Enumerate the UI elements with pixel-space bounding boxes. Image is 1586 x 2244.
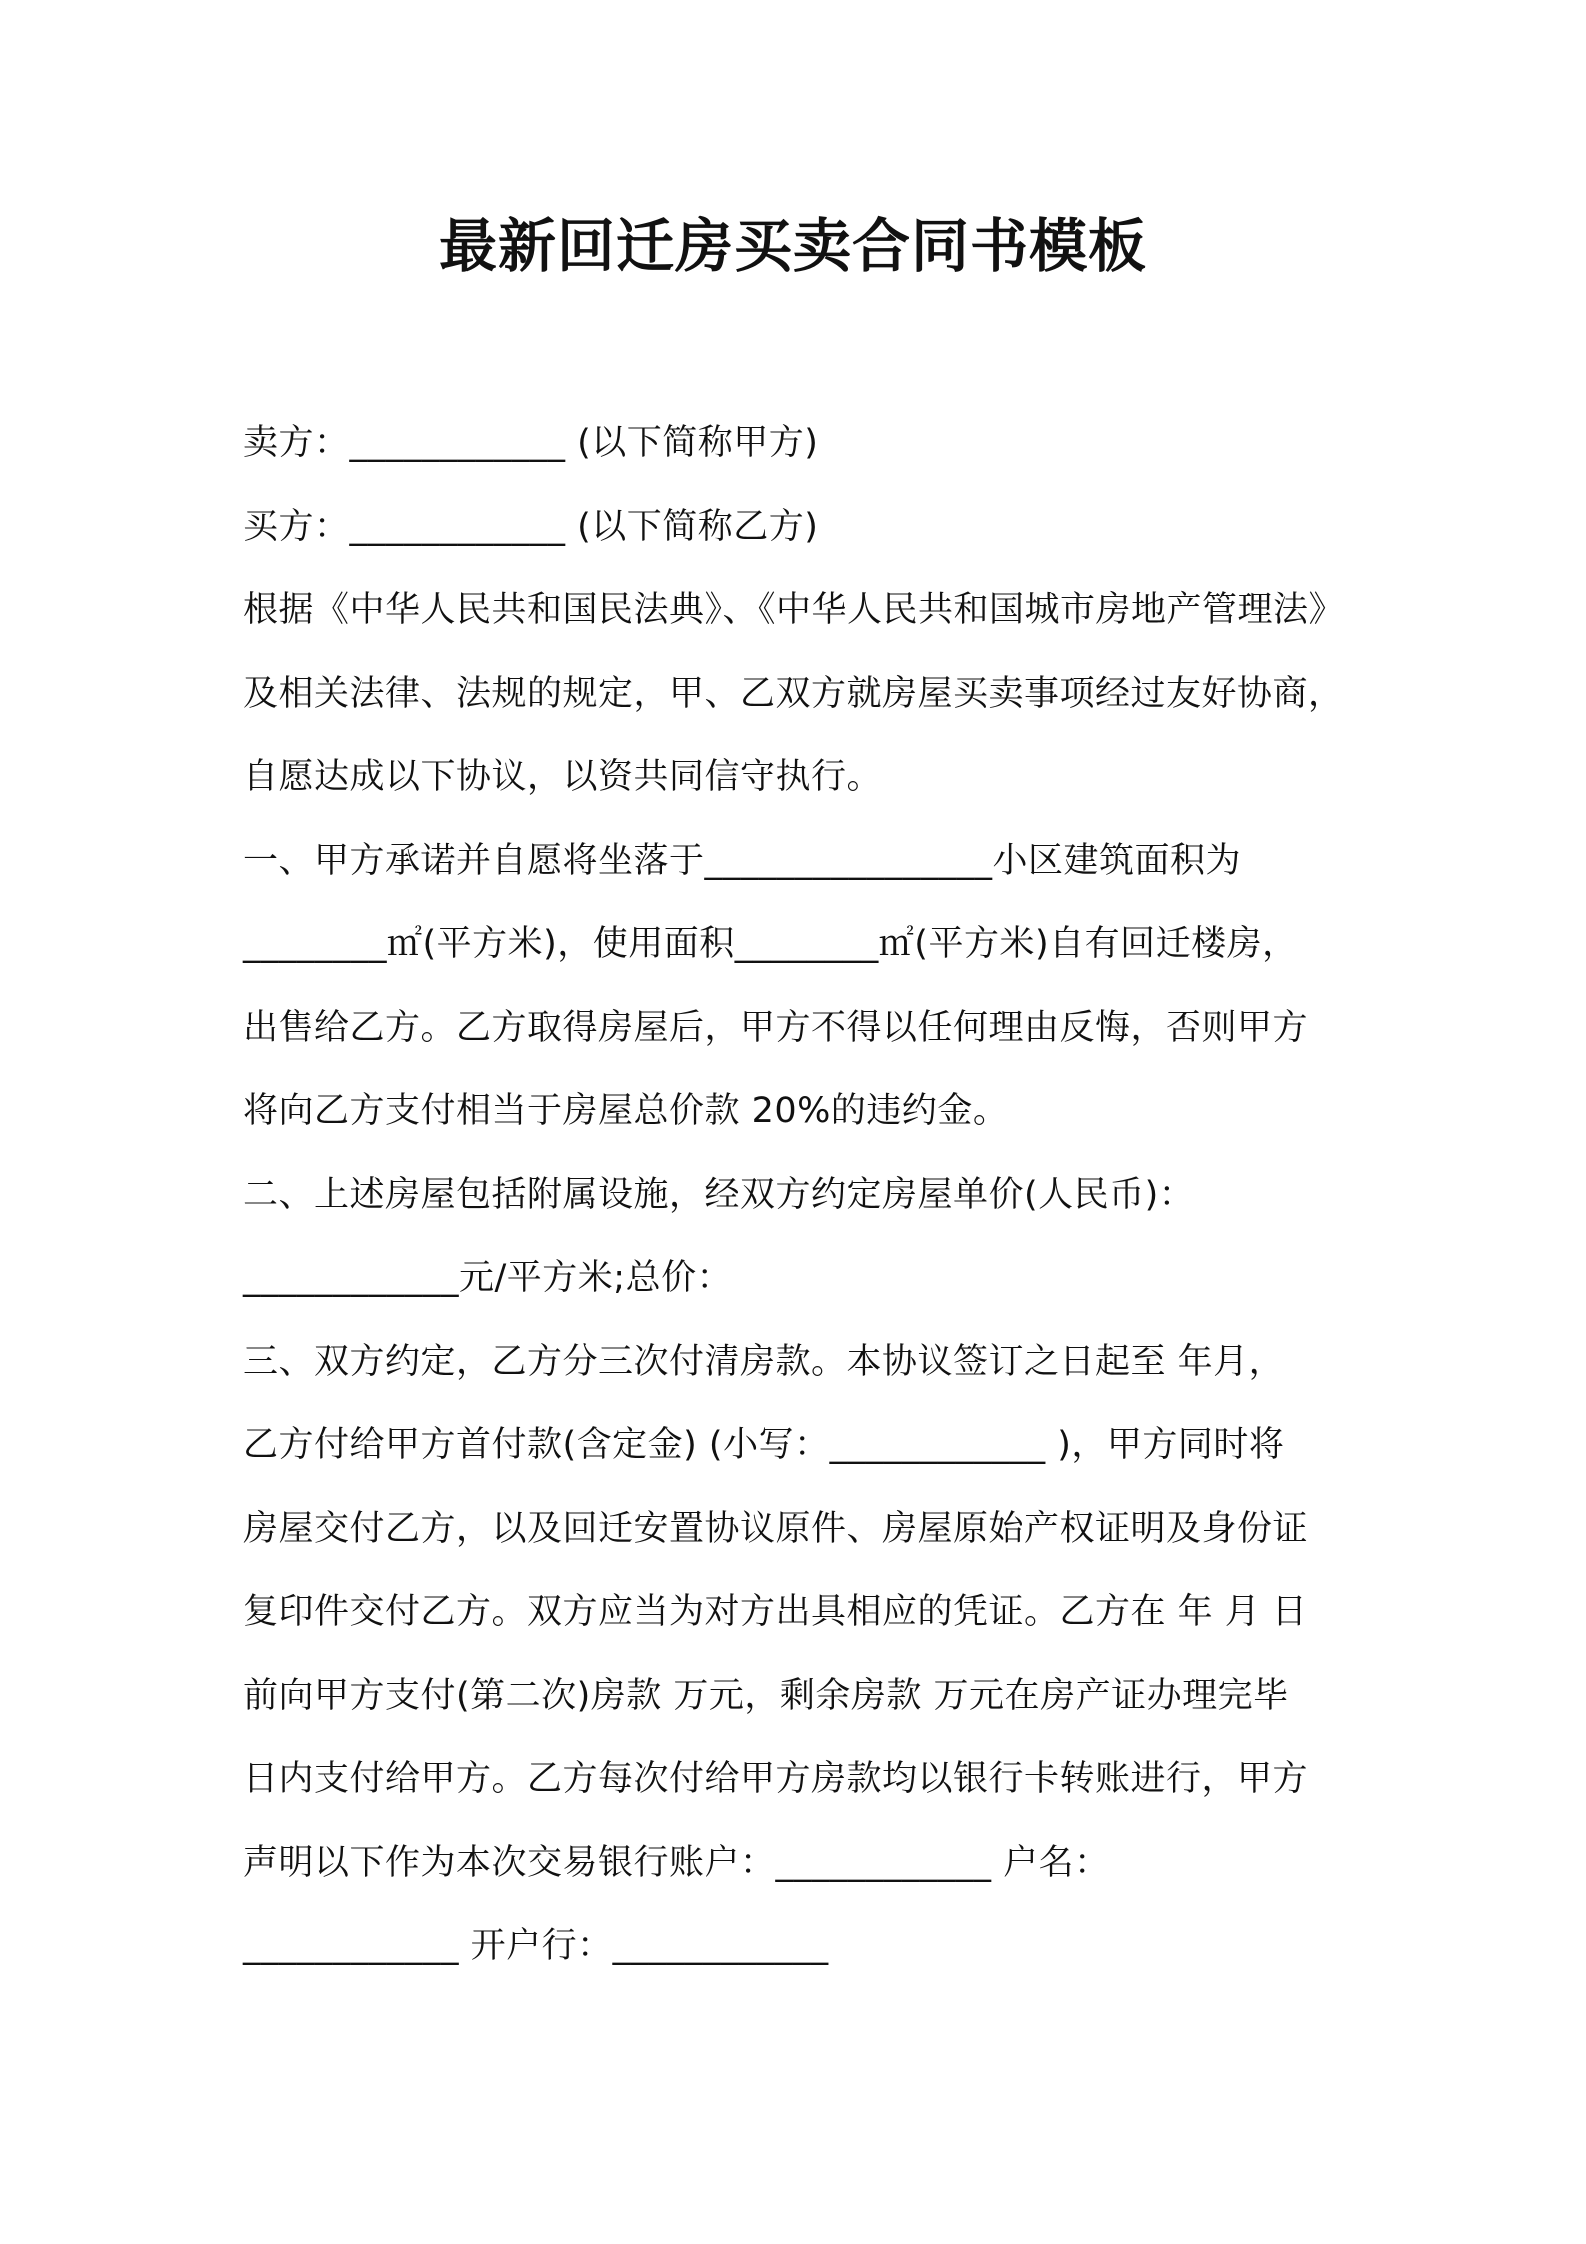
preamble-line-1: 根据《中华人民共和国民法典》、《中华人民共和国城市房地产管理法》 xyxy=(243,590,1345,630)
clause-1-line-4: 将向乙方支付相当于房屋总价款 20%的违约金。 xyxy=(243,1091,1009,1131)
clause-3-line-5: 前向甲方支付(第二次)房款 万元，剩余房款 万元在房产证办理完毕 xyxy=(243,1675,1289,1716)
contract-body xyxy=(243,402,1363,1989)
clause-3-line-8: ____________ 开户行：____________ xyxy=(243,1926,829,1966)
clause-3-line-3: 房屋交付乙方，以及回迁安置协议原件、房屋原始产权证明及身份证 xyxy=(243,1508,1309,1549)
clause-2-line-1: 二、上述房屋包括附属设施，经双方约定房屋单价(人民币)： xyxy=(243,1174,1195,1215)
clause-3-line-4: 复印件交付乙方。双方应当为对方出具相应的凭证。乙方在 年 月 日 xyxy=(243,1592,1308,1632)
clause-1-line-2: ________㎡(平方米)，使用面积________㎡(平方米)自有回迁楼房， xyxy=(243,924,1298,964)
clause-3-line-2: 乙方付给甲方首付款(含定金) (小写：____________ )，甲方同时将 xyxy=(243,1425,1285,1465)
document-title: 最新回迁房买卖合同书模板 xyxy=(438,212,1147,280)
clause-3-line-1: 三、双方约定，乙方分三次付清房款。本协议签订之日起至 年月， xyxy=(243,1341,1285,1382)
clause-3-line-6: 日内支付给甲方。乙方每次付给甲方房款均以银行卡转账进行，甲方 xyxy=(243,1759,1309,1799)
clause-1-line-1: 一、甲方承诺并自愿将坐落于________________小区建筑面积为 xyxy=(243,840,1242,881)
seller-line: 卖方：____________ (以下简称甲方) xyxy=(243,423,819,463)
clause-2-line-2: ____________元/平方米;总价： xyxy=(243,1258,733,1298)
preamble-line-2: 及相关法律、法规的规定，甲、乙双方就房屋买卖事项经过友好协商， xyxy=(243,673,1344,714)
clause-1-line-3: 出售给乙方。乙方取得房屋后，甲方不得以任何理由反悔，否则甲方 xyxy=(243,1007,1309,1048)
clause-3-line-7: 声明以下作为本次交易银行账户：____________ 户名： xyxy=(243,1842,1110,1883)
buyer-line: 买方：____________ (以下简称乙方) xyxy=(243,506,819,547)
preamble-line-3: 自愿达成以下协议，以资共同信守执行。 xyxy=(243,757,883,797)
